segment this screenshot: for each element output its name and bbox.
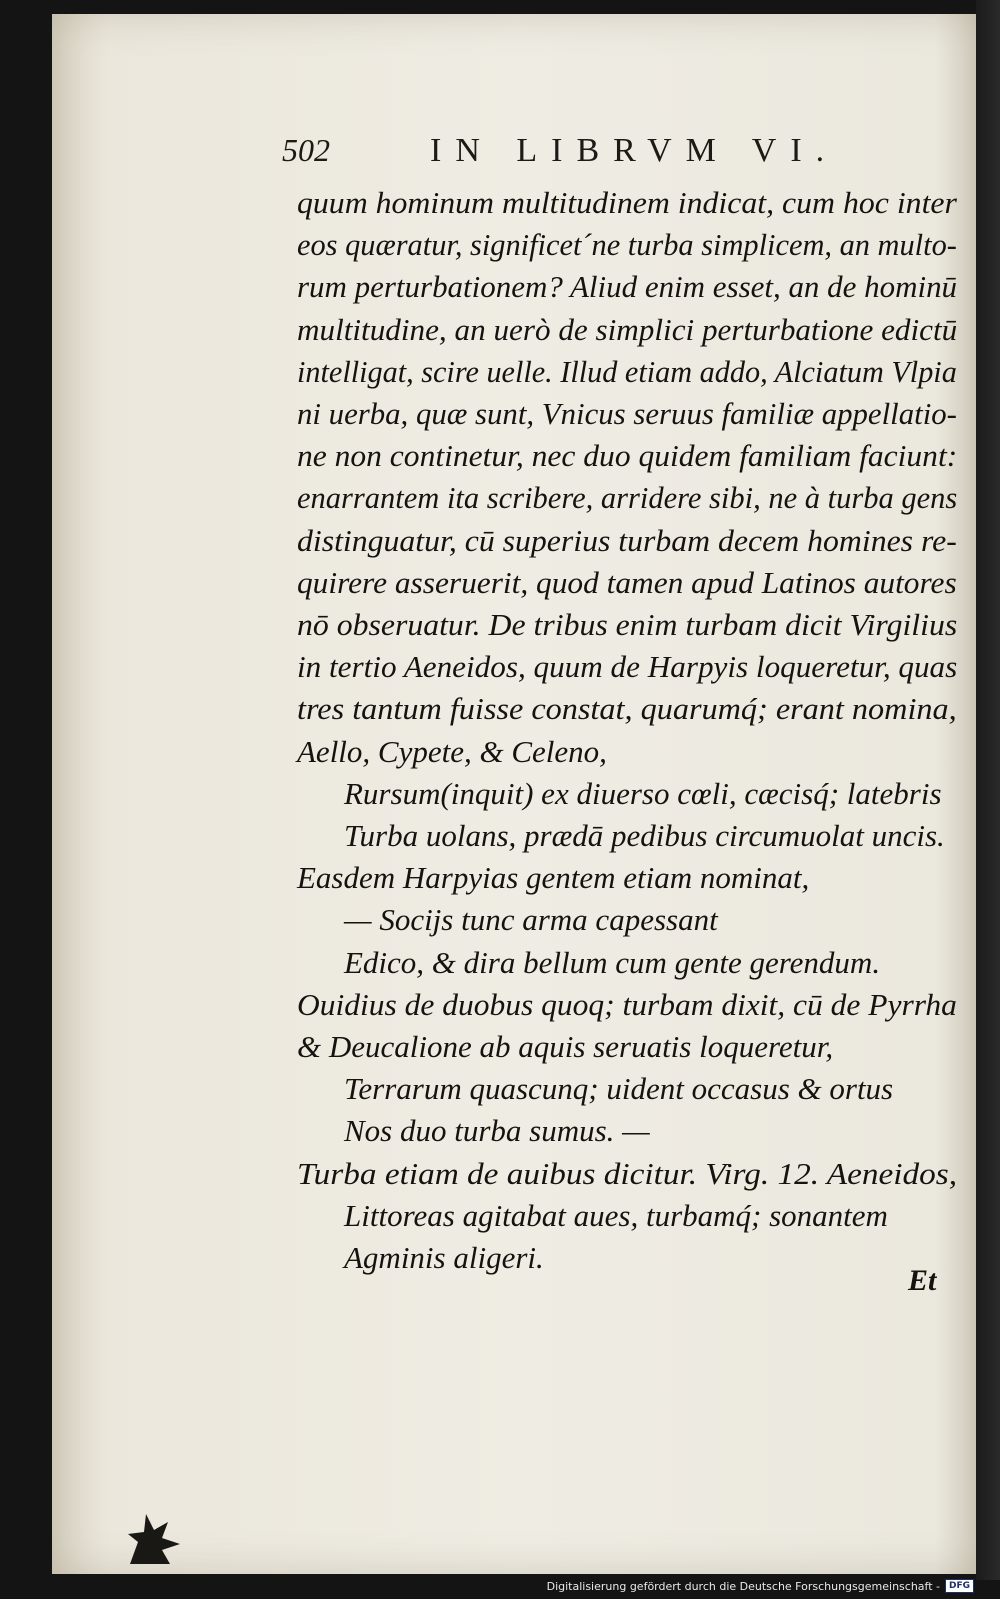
text-line: enarrantem ita scribere, arridere sibi, ne à turba gens [297,480,958,516]
text-line: in tertio Aeneidos, quum de Harpyis loqueretur, quas [297,649,958,685]
running-head: IN LIBRVM VI. [430,132,839,169]
text-line: ne non continetur, nec duo quidem familiam faciunt: [297,438,958,474]
text-line: tres tantum fuisse constat, quarumq́; erant nomina, [297,691,957,727]
text-line: quirere asseruerit, quod tamen apud Latinos autores [297,564,957,600]
text-line: Ouidius de duobus quoq; turbam dixit, cū de Pyrrha [297,986,957,1022]
catchword: Et [908,1264,937,1297]
ink-stain [110,1494,190,1564]
verse-line: Nos duo turba sumus. — [344,1113,650,1149]
text-line: ni uerba, quæ sunt, Vnicus seruus familiæ appellatio- [297,396,957,432]
text-line: Easdem Harpyias gentem etiam nominat, [297,860,810,896]
footer-text: Digitalisierung gefördert durch die Deutsche Forschungsgemeinschaft - [546,1579,940,1593]
text-line: & Deucalione ab aquis seruatis loqueretur, [297,1029,834,1065]
text-line: Turba etiam de auibus dicitur. Virg. 12. Aeneidos, [297,1155,958,1191]
text-line: nō obseruatur. De tribus enim turbam dicit Virgilius [297,607,958,643]
verse-line: Rursum(inquit) ex diuerso cœli, cæcisq́; latebris [344,775,942,811]
text-line: multitudine, an uerò de simplici perturbatione edictū [297,311,958,347]
verse-line: Edico, & dira bellum cum gente gerendum. [344,944,881,980]
text-line: rum perturbationem? Aliud enim esset, an de hominū [297,269,958,305]
text-line: distinguatur, cū superius turbam decem homines re- [297,522,957,558]
digitization-footer [547,1578,974,1594]
book-spine [976,0,1000,1580]
page-header [282,132,922,176]
verse-line: Turba uolans, prædā pedibus circumuolat uncis. [344,818,945,854]
verse-line: Littoreas agitabat aues, turbamq́; sonantem [344,1197,888,1233]
book-page [52,14,982,1574]
page-number: 502 [282,132,330,168]
verse-line: Terrarum quascunq; uident occasus & ortus [344,1071,894,1107]
verse-line: — Socijs tunc arma capessant [344,902,718,938]
body-text [297,182,957,1279]
text-line: Aello, Cypete, & Celeno, [297,733,607,769]
text-line: intelligat, scire uelle. Illud etiam addo, Alciatum Vlpia [297,353,957,389]
dfg-logo: DFG [945,1579,974,1593]
verse-line: Agminis aligeri. [344,1240,544,1276]
text-line: quum hominum multitudinem indicat, cum hoc inter [297,185,957,220]
text-line: eos quæratur, significet´ne turba simplicem, an multo- [297,227,957,263]
